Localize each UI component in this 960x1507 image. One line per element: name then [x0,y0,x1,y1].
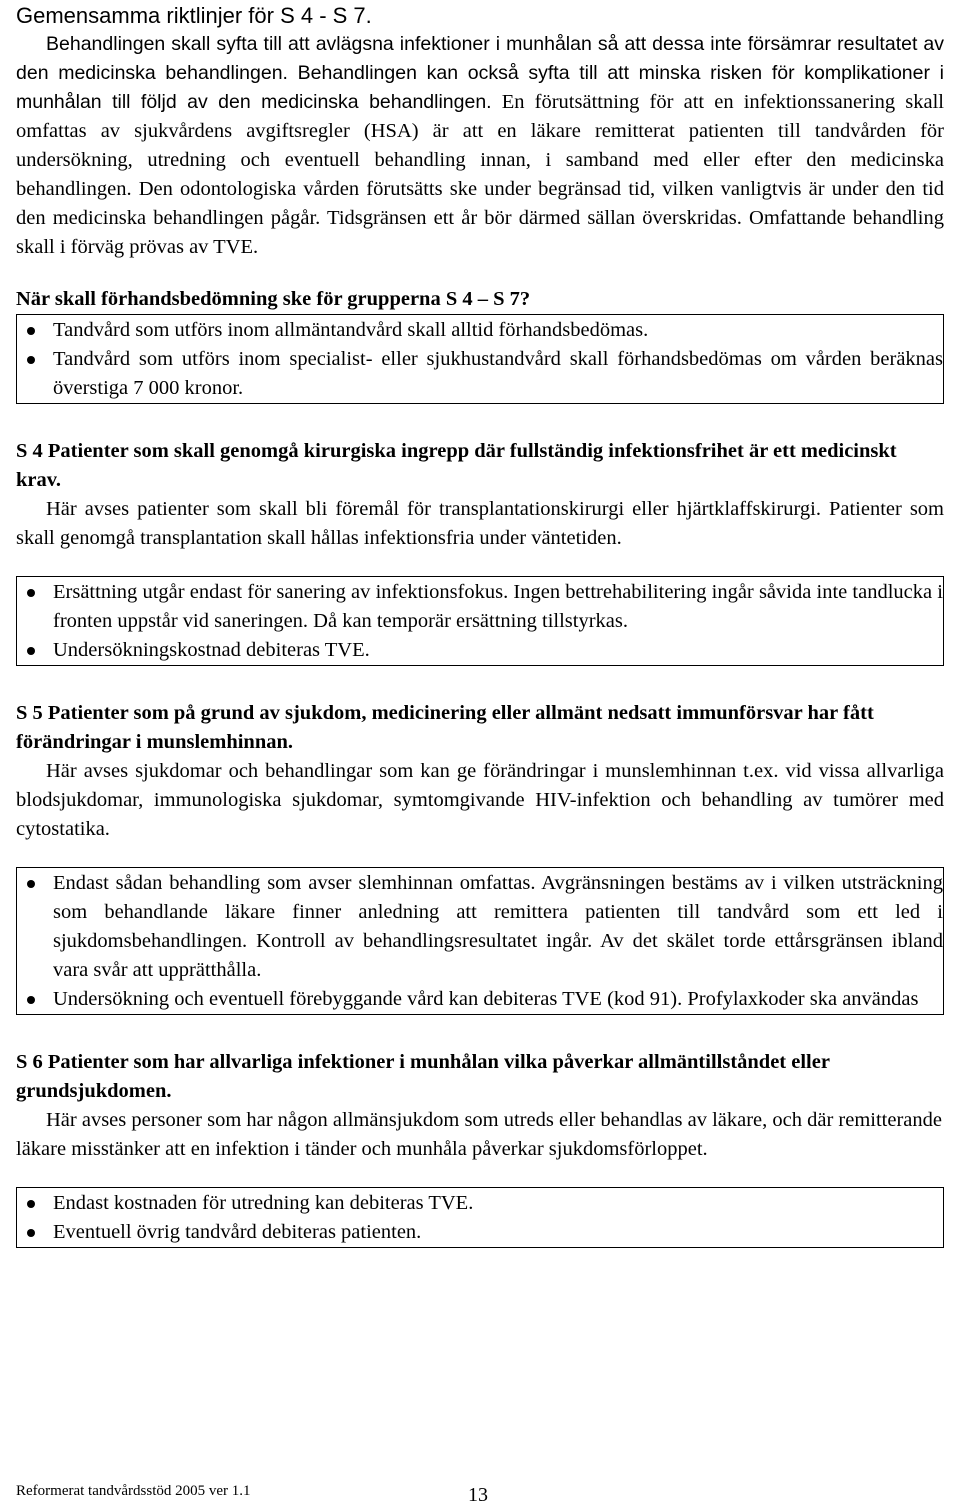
s5-heading: S 5 Patienter som på grund av sjukdom, medicinering eller allmänt nedsatt immunförsvar har fått förändringar i munslemhinnan. [16,702,874,753]
intro-sans-text: Behandlingen skall syfta till att avlägsna infektioner i munhålan så att dessa inte försämrar resultatet av den medicinska behandlingen. Behandlingen kan också syfta till att minska risken för komplikationer i munhålan till följd av den medicinska behandlingen. [16,33,944,113]
bullet-icon [27,1229,35,1237]
bullet-icon [27,327,35,335]
s5-box [16,867,944,1015]
intro-paragraph [16,30,944,262]
s4-box [16,576,944,666]
s6-box [16,1187,944,1248]
list-item-text: Eventuell övrig tandvård debiteras patienten. [53,1221,422,1243]
bullet-icon [27,589,35,597]
s6-list [17,1189,943,1247]
s4-body: Här avses patienter som skall bli föremål för transplantationskirurgi eller hjärtklaffskirurgi. Patienter som skall genomgå transplantation skall hållas infektionsfria under väntetiden. [16,498,944,549]
s6-heading: S 6 Patienter som har allvarliga infektioner i munhålan vilka påverkar allmäntillståndet eller grundsjukdomen. [16,1051,830,1102]
bullet-icon [27,1200,35,1208]
s4-heading: S 4 Patienter som skall genomgå kirurgiska ingrepp där fullständig infektionsfrihet är ett medicinskt krav. [16,440,897,491]
bullet-icon [27,996,35,1004]
bullet-icon [27,356,35,364]
prior-assessment-list [17,316,943,403]
list-item [17,345,943,403]
list-item [17,1218,943,1247]
s6-body: Här avses personer som har någon allmänsjukdom som utreds eller behandlas av läkare, och där remitterande läkare misstänker att en infektion i tänder och munhåla påverkar sjukdomsförloppet. [16,1109,942,1160]
list-item [17,578,943,636]
prior-assessment-heading: När skall förhandsbedömning ske för grupperna S 4 – S 7? [16,288,531,310]
list-item-text: Ersättning utgår endast för sanering av infektionsfokus. Ingen bettrehabilitering ingår såvida inte tandlucka i fronten uppstår vid saneringen. Då kan temporär ersättning tillstyrkas. [53,581,943,632]
list-item-text: Undersökning och eventuell förebyggande vård kan debiteras TVE (kod 91). Profylaxkoder ska användas [53,988,919,1010]
s5-body: Här avses sjukdomar och behandlingar som kan ge förändringar i munslemhinnan t.ex. vid vissa allvarliga blodsjukdomar, immunologiska sjukdomar, symtomgivande HIV-infektion och behandling av tumörer med cytostatika. [16,760,944,840]
list-item-text: Undersökningskostnad debiteras TVE. [53,639,370,661]
page-title: Gemensamma riktlinjer för S 4 - S 7. [16,3,372,28]
list-item-text: Tandvård som utförs inom specialist- eller sjukhustandvård skall förhandsbedömas om vården beräknas överstiga 7 000 kronor. [53,348,943,399]
list-item [17,869,943,985]
page-number: 13 [468,1484,488,1506]
list-item-text: Endast sådan behandling som avser slemhinnan omfattas. Avgränsningen bestäms av i vilken utsträckning som behandlande läkare finner anledning att remittera patienten till tandvård som ett led i sjukdomsbehandlingen. Kontroll av behandlingsresultatet ingår. Av det skälet torde ettårsgränsen ibland vara svår att upprätthålla. [53,872,943,981]
bullet-icon [27,647,35,655]
footer-document-name: Reformerat tandvårdsstöd 2005 ver 1.1 [16,1483,251,1499]
s5-list [17,869,943,1014]
intro-serif-text: En förutsättning för att en infektionssanering skall omfattas av sjukvårdens avgiftsregler (HSA) är att en läkare remitterat patienten till tandvården för undersökning, utredning och eventuell behandling innan, i samband med eller efter den medicinska behandlingen. Den odontologiska vården förutsätts ske under begränsad tid, vilken vanligtvis är under den tid den medicinska behandlingen pågår. Tidsgränsen ett år bör därmed sällan överskridas. Omfattande behandling skall i förväg prövas av TVE. [16,91,944,258]
document-page [16,0,944,1248]
s4-list [17,578,943,665]
list-item [17,636,943,665]
list-item-text: Tandvård som utförs inom allmäntandvård skall alltid förhandsbedömas. [53,319,649,341]
list-item [17,316,943,345]
prior-assessment-box [16,314,944,404]
list-item-text: Endast kostnaden för utredning kan debiteras TVE. [53,1192,474,1214]
list-item [17,1189,943,1218]
bullet-icon [27,880,35,888]
list-item [17,985,943,1014]
